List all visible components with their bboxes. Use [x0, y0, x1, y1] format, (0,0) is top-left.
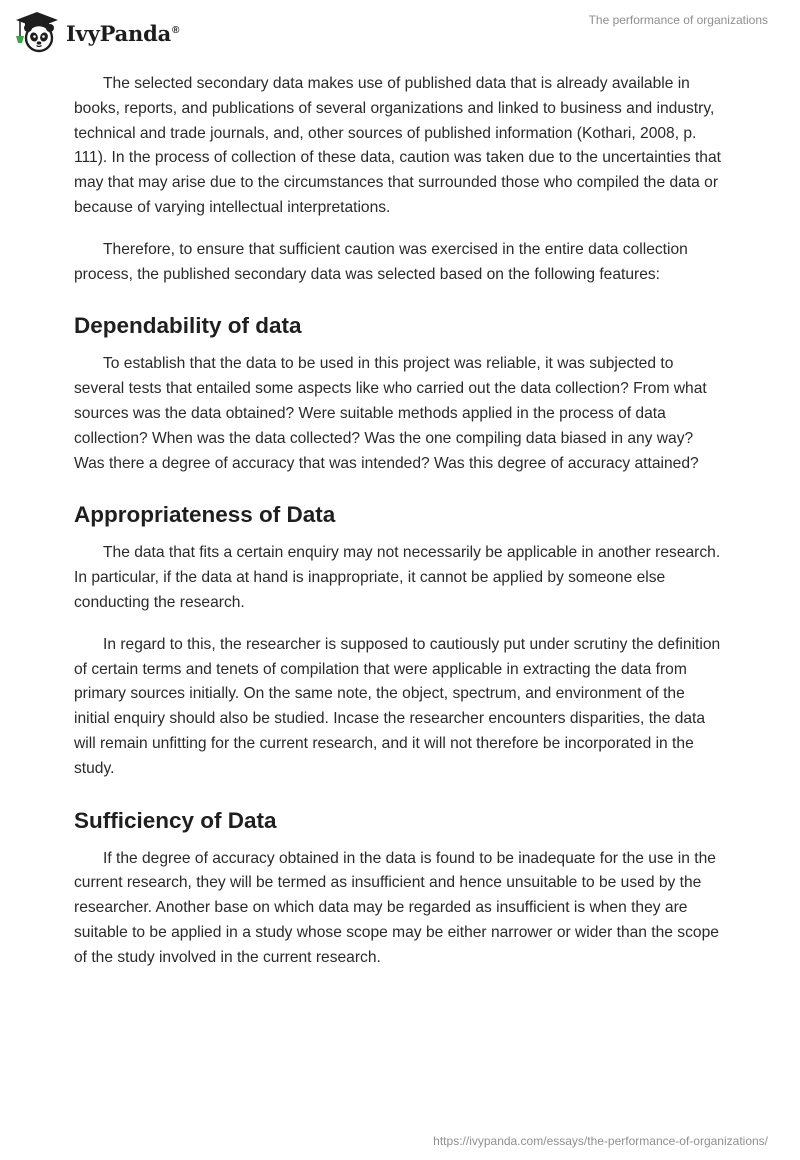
source-url-link[interactable]: https://ivypanda.com/essays/the-performance-of-organizations/ — [433, 1134, 768, 1148]
appropriateness-paragraph-1: The data that fits a certain enquiry may not necessarily be applicable in another research. In particular, if the data at hand is inappropriate, it cannot be applied by someone else conducting the research. — [74, 544, 721, 611]
brand-name-text: IvyPanda — [66, 20, 172, 46]
sufficiency-paragraph-1: If the degree of accuracy obtained in the data is found to be inadequate for the use in the current research, they will be termed as insufficient and hence unsuitable to be used by the researcher. Another base on which data may be regarded as insufficient is when they are suitable to be applied in a study whose scope may be either narrower or wider than the scope of the study involved in the current research. — [74, 849, 719, 966]
intro-paragraph-1: The selected secondary data makes use of published data that is already available in books, reports, and publications of several organizations and linked to business and industry, technical and trade journals, and, other sources of published information (Kothari, 2008, p. 111). In the process of collection of these data, caution was taken due to the uncertainties that may that may arise due to the circumstances that surrounded those who compiled the data or because of varying intellectual interpretations. — [74, 75, 721, 216]
essay-body — [74, 72, 724, 988]
registered-mark: ® — [172, 24, 180, 36]
panda-graduate-icon — [14, 10, 60, 54]
ivypanda-logo[interactable] — [14, 10, 179, 54]
section-title-dependability: Dependability of data — [74, 313, 302, 339]
appropriateness-paragraph-2: In regard to this, the researcher is supposed to cautiously put under scrutiny the definition of certain terms and tenets of compilation that were applicable in extracting the data from primary sources initially. On the same note, the object, spectrum, and environment of the initial enquiry should also be studied. Incase the researcher encounters disparities, the data will remain unfitting for the current research, and it will not therefore be incorporated in the study. — [74, 635, 721, 777]
dependability-paragraph-1: To establish that the data to be used in this project was reliable, it was subjected to several tests that entailed some aspects like who carried out the data collection? From what sources was the data obtained? Were suitable methods applied in the process of data collection? When was the data collected? Was the one compiling data biased in any way? Was there a degree of accuracy that was intended? Was this degree of accuracy attained? — [74, 355, 707, 472]
section-title-sufficiency: Sufficiency of Data — [74, 807, 277, 833]
section-title-appropriateness: Appropriateness of Data — [74, 502, 336, 528]
intro-paragraph-2: Therefore, to ensure that sufficient caution was exercised in the entire data collection process, the published secondary data was selected based on the following features: — [74, 240, 688, 283]
brand-name — [66, 21, 179, 46]
page-header — [0, 0, 800, 70]
running-title: The performance of organizations — [588, 13, 768, 27]
